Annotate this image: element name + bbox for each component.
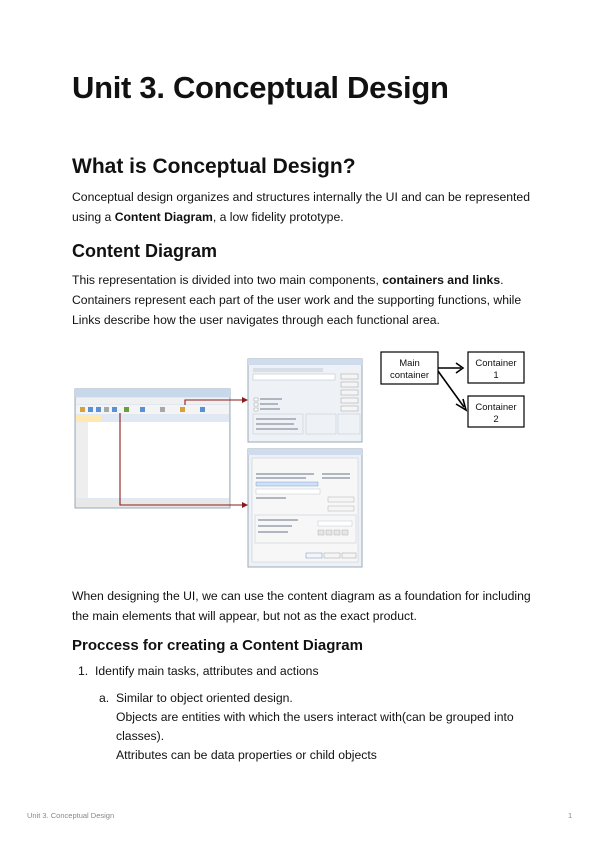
list-item-a-line1: Similar to object oriented design. <box>116 691 293 705</box>
content-diagram-term: Content Diagram <box>114 210 213 224</box>
list-item-1: Identify main tasks, attributes and actions <box>95 664 319 678</box>
second-dialog-screenshot <box>248 449 362 567</box>
foundation-paragraph: When designing the UI, we can use the content diagram as a foundation for including the main elements that will appear, but not as the exact product. <box>72 589 531 623</box>
footer-page-number: 1 <box>568 811 573 820</box>
main-container-label-line1: Main <box>399 358 420 369</box>
main-window-screenshot <box>75 389 230 508</box>
container-1-label-line1: Container <box>475 358 517 369</box>
list-item-a-line2: Objects are entities with which the users interact with(can be grouped into classes). <box>116 710 514 743</box>
section-heading-what-is: What is Conceptual Design? <box>72 155 356 178</box>
container-2-label-line1: Container <box>475 402 517 413</box>
container-2-label-line2: 2 <box>493 414 499 425</box>
content-diagram-paragraph: This representation is divided into two main components, containers and links. Containers represent each part of the user work and the supporting functions, while Links describe how the user navigates through each functional area. <box>72 273 522 327</box>
section-heading-process: Proccess for creating a Content Diagram <box>72 637 363 654</box>
list-letter-a: a. <box>99 691 110 705</box>
footer-title: Unit 3. Conceptual Design <box>27 811 115 820</box>
page-title: Unit 3. Conceptual Design <box>72 70 449 105</box>
list-number-1: 1. <box>78 664 89 678</box>
intro-paragraph: Conceptual design organizes and structures internally the UI and can be represented using a Content Diagram, a low fidelity prototype. <box>72 190 530 224</box>
diagram-arrows <box>438 363 466 410</box>
list-item-a-line3: Attributes can be data properties or child objects <box>116 748 377 762</box>
containers-links-term: containers and links <box>382 273 501 287</box>
container-1-label-line2: 1 <box>493 370 499 381</box>
section-heading-content-diagram: Content Diagram <box>72 241 218 261</box>
list-item-a <box>116 689 526 765</box>
main-container-label-line2: container <box>389 370 430 381</box>
find-dialog-screenshot <box>248 359 362 442</box>
